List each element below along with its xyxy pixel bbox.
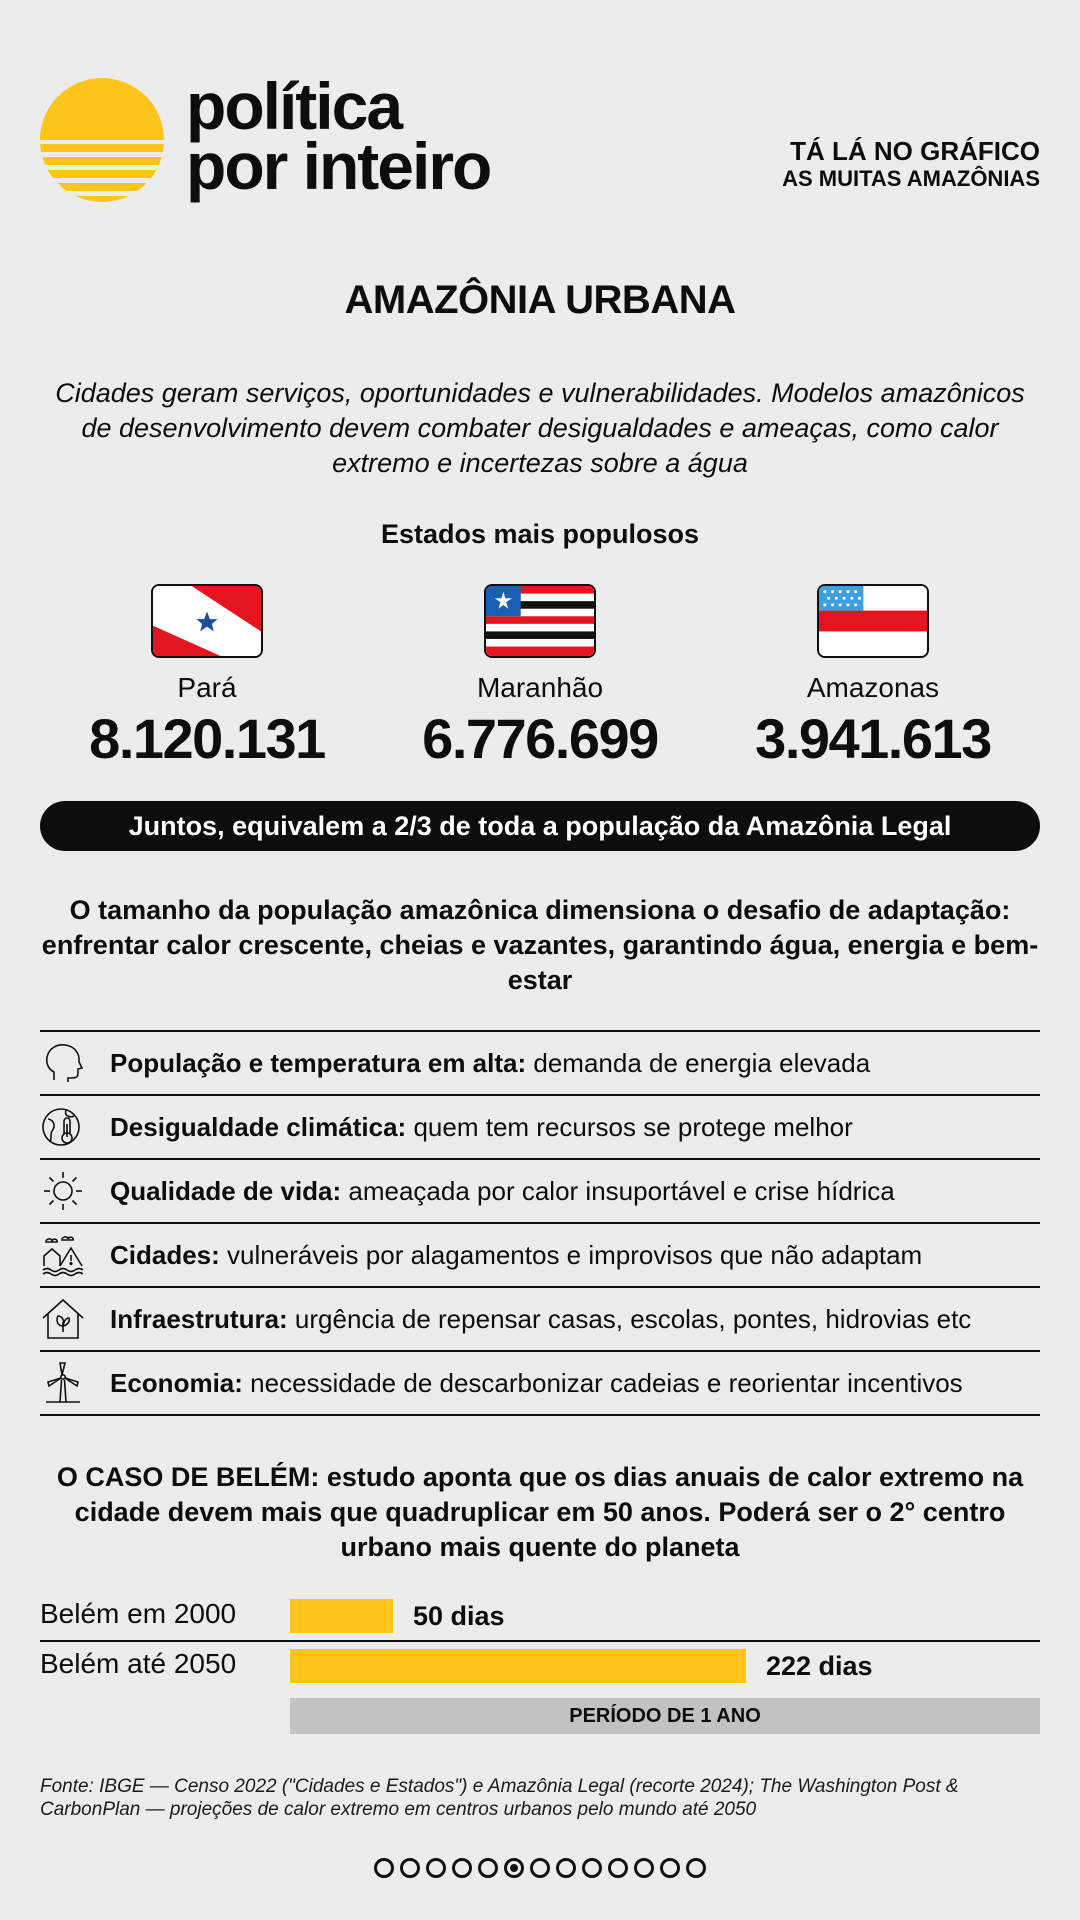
intro-text: O tamanho da população amazônica dimensiona o desafio de adaptação: enfrentar calor crescente, cheias e vazantes, garantindo água, energia e bem-estar (41, 895, 1039, 995)
item-text: urgência de repensar casas, escolas, pontes, hidrovias etc (287, 1303, 972, 1334)
pagination-dot[interactable] (452, 1858, 472, 1878)
state-amazonas (723, 584, 1023, 770)
logo-line-2: por inteiro (186, 129, 491, 203)
pagination-dot[interactable] (426, 1858, 446, 1878)
item-title: Cidades: (110, 1239, 220, 1270)
logo-line-1: política (186, 69, 402, 143)
state-name: Amazonas (806, 672, 940, 703)
item-text: quem tem recursos se protege melhor (406, 1111, 853, 1142)
pagination-dot-active[interactable] (504, 1858, 524, 1878)
belem-case-text: O CASO DE BELÉM: estudo aponta que os dias anuais de calor extremo na cidade devem mais que quadruplicar em 50 anos. Poderá ser o 2° centro urbano mais quente do planeta (56, 1462, 1024, 1562)
list-item (40, 1352, 1040, 1416)
pagination-dot[interactable] (400, 1858, 420, 1878)
summary-pill: Juntos, equivalem a 2/3 de toda a população da Amazônia Legal (40, 801, 1040, 851)
pagination-dot[interactable] (556, 1858, 576, 1878)
state-para (57, 584, 357, 770)
green-house-icon (40, 1296, 86, 1342)
state-population: 3.941.613 (755, 707, 991, 770)
state-name: Pará (177, 672, 237, 703)
states-heading: Estados mais populosos (380, 519, 700, 549)
logo-sun-icon (40, 78, 164, 202)
impact-list (40, 1030, 1040, 1416)
pagination-dot[interactable] (634, 1858, 654, 1878)
page-title: AMAZÔNIA URBANA (344, 278, 736, 322)
pagination-dot[interactable] (686, 1858, 706, 1878)
item-title: Desigualdade climática: (110, 1111, 407, 1142)
bar-2000 (290, 1599, 393, 1633)
para-flag-icon (151, 584, 263, 658)
lead-text: Cidades geram serviços, oportunidades e vulnerabilidades. Modelos amazônicos de desenvolvimento devem combater desigualdades e ameaças, como calor extremo e incertezas sobre a água (55, 378, 1025, 478)
item-text: vulneráveis por alagamentos e improvisos que não adaptam (219, 1239, 923, 1270)
list-item (40, 1160, 1040, 1224)
list-item (40, 1224, 1040, 1288)
item-title: População e temperatura em alta: (110, 1047, 527, 1078)
head-heat-icon (40, 1040, 86, 1086)
globe-thermometer-icon (40, 1104, 86, 1150)
maranhao-flag-icon (484, 584, 596, 658)
item-title: Infraestrutura: (110, 1303, 288, 1334)
pagination-dot[interactable] (660, 1858, 680, 1878)
pagination-dot[interactable] (530, 1858, 550, 1878)
wind-turbine-icon (40, 1360, 86, 1406)
state-population: 6.776.699 (422, 707, 658, 770)
state-population: 8.120.131 (89, 707, 325, 770)
item-text: demanda de energia elevada (526, 1047, 871, 1078)
source-note: Fonte: IBGE — Censo 2022 ("Cidades e Estados") e Amazônia Legal (recorte 2024); The Washington Post & CarbonPlan — projeções de calor extremo em centros urbanos pelo mundo até 2050 (40, 1776, 959, 1820)
item-text: ameaçada por calor insuportável e crise hídrica (341, 1175, 895, 1206)
bar-2050 (290, 1649, 746, 1683)
period-scale: PERÍODO DE 1 ANO (290, 1698, 1040, 1734)
series-tag-line-2: AS MUITAS AMAZÔNIAS (782, 166, 1040, 191)
list-item (40, 1096, 1040, 1160)
item-title: Qualidade de vida: (110, 1175, 342, 1206)
list-item (40, 1288, 1040, 1352)
item-text: necessidade de descarbonizar cadeias e reorientar incentivos (242, 1367, 963, 1398)
pagination-dot[interactable] (608, 1858, 628, 1878)
series-tag-line-1: TÁ LÁ NO GRÁFICO (790, 136, 1040, 166)
pagination-dot[interactable] (478, 1858, 498, 1878)
flooded-city-icon (40, 1232, 86, 1278)
pagination-dot[interactable] (582, 1858, 602, 1878)
bar-label: Belém em 2000 (40, 1598, 237, 1629)
amazonas-flag-icon (817, 584, 929, 658)
sun-icon (40, 1168, 86, 1214)
pagination-dots (0, 1858, 1080, 1878)
bar-label: Belém até 2050 (40, 1648, 237, 1679)
list-item (40, 1032, 1040, 1096)
logo-wordmark (186, 69, 491, 203)
bar-value: 50 dias (413, 1601, 505, 1631)
series-tag (782, 136, 1040, 192)
item-title: Economia: (110, 1367, 243, 1398)
pagination-dot[interactable] (374, 1858, 394, 1878)
bar-value: 222 dias (766, 1651, 873, 1681)
state-maranhao (390, 584, 690, 770)
bar-divider (40, 1640, 1040, 1642)
state-name: Maranhão (476, 672, 604, 703)
